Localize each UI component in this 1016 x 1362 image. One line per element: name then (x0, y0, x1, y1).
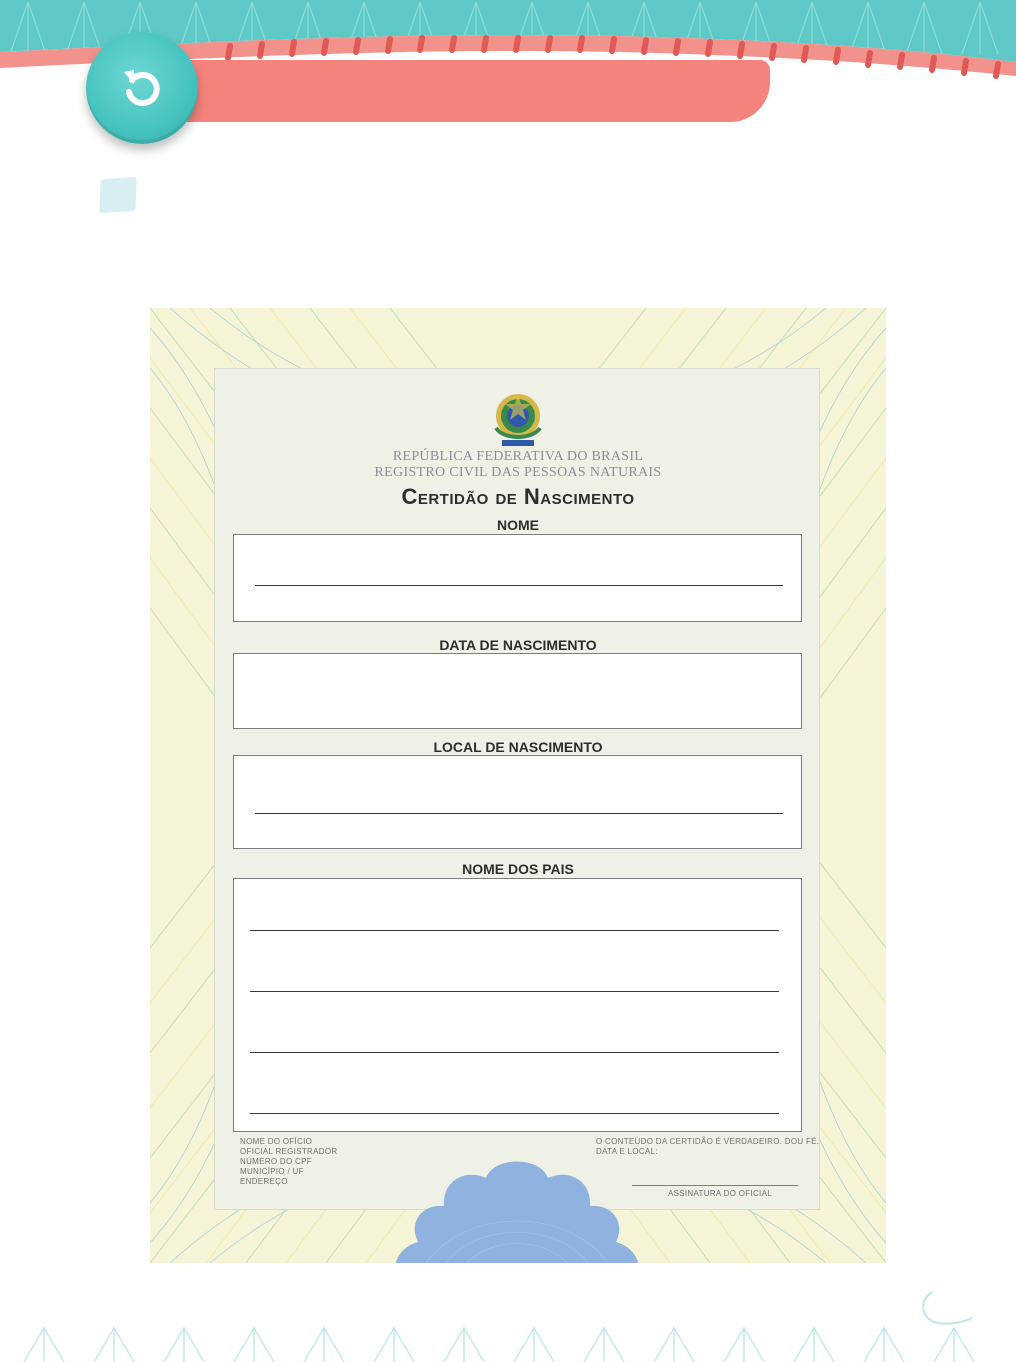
footer-municipality: MUNICÍPIO / UF (240, 1167, 304, 1176)
write-line (255, 585, 783, 586)
footer-cpf: NÚMERO DO CPF (240, 1157, 312, 1166)
date-place-label: DATA E LOCAL: (596, 1147, 658, 1156)
field-nome-pais[interactable] (233, 878, 802, 1132)
write-line (250, 1113, 779, 1114)
footer-registrar: OFICIAL REGISTRADOR (240, 1147, 338, 1156)
page-corner-mark (918, 1288, 978, 1328)
header-registry: REGISTRO CIVIL DAS PESSOAS NATURAIS (374, 465, 662, 480)
brazil-coat-of-arms-icon (488, 388, 548, 450)
label-data-nascimento: DATA DE NASCIMENTO (439, 637, 597, 653)
label-nome: NOME (497, 517, 539, 533)
note-tag (99, 177, 136, 213)
write-line (255, 813, 783, 814)
footer-registry-info (240, 1137, 337, 1187)
write-line (250, 991, 779, 992)
attestation-text: O CONTEÚDO DA CERTIDÃO É VERDADEIRO. DOU FÉ. (596, 1137, 820, 1146)
field-local-nascimento[interactable] (233, 755, 802, 849)
footer-address: ENDEREÇO (240, 1177, 288, 1186)
undo-arrow-icon (114, 60, 170, 116)
footer-office-name: NOME DO OFÍCIO (240, 1137, 313, 1146)
bottom-decorative-band (0, 1326, 1016, 1362)
label-nome-pais: NOME DOS PAIS (462, 861, 574, 877)
header-republic: REPÚBLICA FEDERATIVA DO BRASIL (392, 449, 644, 464)
back-button[interactable] (86, 32, 198, 144)
signature-line (632, 1185, 798, 1186)
label-local-nascimento: LOCAL DE NASCIMENTO (433, 739, 603, 755)
write-line (250, 1052, 779, 1053)
field-nome[interactable] (233, 534, 802, 622)
signature-label: ASSINATURA DO OFICIAL (668, 1189, 772, 1198)
certificate-title: Certidão de Nascimento (401, 484, 635, 509)
title-banner (160, 60, 770, 122)
field-data-nascimento[interactable] (233, 653, 802, 729)
official-seal (394, 1146, 640, 1263)
write-line (250, 930, 779, 931)
birth-certificate (150, 308, 886, 1263)
